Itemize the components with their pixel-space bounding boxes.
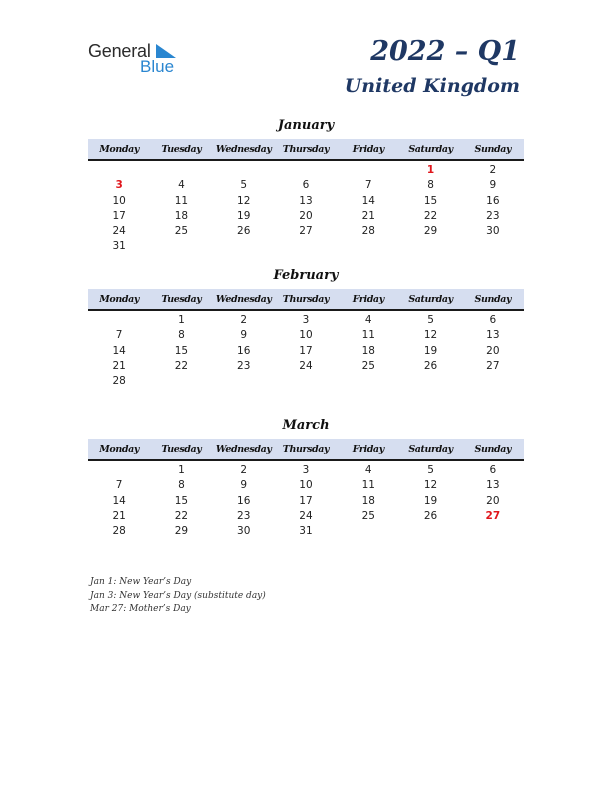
weekday-label: Tuesday xyxy=(161,444,202,455)
date-cell: 1 xyxy=(178,464,185,476)
date-cell: 8 xyxy=(427,179,434,192)
holiday-date-cell: 3 xyxy=(115,179,123,192)
logo xyxy=(88,40,188,80)
date-cell: 17 xyxy=(299,494,313,507)
date-cell: 4 xyxy=(364,314,372,326)
date-cell: 13 xyxy=(299,194,313,207)
date-cell xyxy=(337,374,399,389)
date-cell: 23 xyxy=(486,209,500,222)
weekday-header-row xyxy=(88,439,524,461)
date-cell: 2 xyxy=(489,164,497,176)
weekday-header-row xyxy=(88,139,524,161)
weekday-label: Wednesday xyxy=(215,294,272,305)
date-cell: 20 xyxy=(486,494,500,507)
holiday-note: Jan 1: New Year’s Day xyxy=(90,577,192,587)
date-cell: 21 xyxy=(361,209,375,222)
date-cell: 25 xyxy=(361,359,375,372)
date-cell: 2 xyxy=(240,314,248,326)
month-title: March xyxy=(282,418,330,433)
date-cell: 16 xyxy=(237,494,251,507)
date-cell: 13 xyxy=(486,329,500,342)
date-cell: 14 xyxy=(361,194,375,207)
week-row xyxy=(88,463,524,478)
date-cell: 24 xyxy=(112,225,126,238)
date-cell: 19 xyxy=(423,344,438,357)
date-cell: 6 xyxy=(489,314,497,326)
date-cell: 4 xyxy=(178,179,185,192)
date-cell: 8 xyxy=(178,329,185,342)
weekday-label: Tuesday xyxy=(161,144,202,155)
date-cell: 25 xyxy=(174,225,189,238)
weekday-label: Friday xyxy=(352,294,384,305)
date-cell: 10 xyxy=(299,329,313,342)
date-cell: 25 xyxy=(361,509,375,522)
week-row xyxy=(88,194,524,209)
logo-general-text: General xyxy=(88,41,151,61)
month-title: January xyxy=(277,118,335,133)
date-cell: 15 xyxy=(174,494,189,507)
date-cell: 5 xyxy=(240,179,248,192)
date-cell: 23 xyxy=(237,359,251,372)
date-cell xyxy=(275,374,337,389)
date-cell: 20 xyxy=(486,344,500,357)
holiday-date-cell: 27 xyxy=(485,509,501,522)
date-cell: 16 xyxy=(486,194,500,207)
week-row xyxy=(88,209,524,224)
date-cell xyxy=(399,524,461,539)
date-cell: 21 xyxy=(112,359,126,372)
date-cell: 31 xyxy=(299,525,313,538)
weekday-label: Saturday xyxy=(408,444,453,455)
date-cell: 10 xyxy=(299,479,313,492)
date-cell: 12 xyxy=(423,329,438,342)
date-cell xyxy=(213,239,275,254)
date-cell: 27 xyxy=(486,359,500,372)
date-cell xyxy=(399,374,461,389)
date-cell: 14 xyxy=(112,494,126,507)
date-cell: 28 xyxy=(112,375,126,388)
holiday-note: Jan 3: New Year’s Day (substitute day) xyxy=(90,590,266,601)
date-cell: 8 xyxy=(178,479,185,492)
date-cell: 1 xyxy=(178,314,185,326)
holiday-notes xyxy=(90,576,266,617)
date-cell: 30 xyxy=(237,525,251,538)
date-cell: 22 xyxy=(174,359,189,372)
week-row xyxy=(88,224,524,239)
date-cell: 31 xyxy=(112,240,126,253)
logo-blue-text: Blue xyxy=(140,57,175,76)
date-cell: 13 xyxy=(486,479,500,492)
month-march xyxy=(88,416,524,539)
week-rows xyxy=(88,313,524,389)
date-cell: 28 xyxy=(112,525,126,538)
date-cell xyxy=(462,524,524,539)
weekday-label: Sunday xyxy=(474,444,512,455)
weekday-label: Sunday xyxy=(474,144,512,155)
date-cell: 9 xyxy=(240,479,248,492)
weekday-label: Sunday xyxy=(474,294,512,305)
date-cell: 23 xyxy=(237,509,251,522)
date-cell: 20 xyxy=(299,209,313,222)
date-cell: 7 xyxy=(115,329,123,342)
weekday-label: Wednesday xyxy=(215,444,272,455)
weekday-label: Wednesday xyxy=(215,144,272,155)
date-cell: 11 xyxy=(174,194,189,207)
week-row xyxy=(88,524,524,539)
date-cell xyxy=(337,524,399,539)
date-cell: 7 xyxy=(115,479,123,492)
date-cell: 22 xyxy=(423,209,438,222)
date-cell: 22 xyxy=(174,509,189,522)
date-cell: 21 xyxy=(112,509,126,522)
weekday-label: Saturday xyxy=(408,144,453,155)
date-cell: 9 xyxy=(240,329,248,342)
date-cell: 17 xyxy=(299,344,313,357)
date-cell: 5 xyxy=(427,464,434,476)
date-cell: 3 xyxy=(302,464,310,476)
weekday-label: Monday xyxy=(99,444,139,455)
week-rows xyxy=(88,463,524,539)
date-cell: 15 xyxy=(174,344,189,357)
date-cell: 18 xyxy=(174,209,189,222)
date-cell xyxy=(88,463,150,478)
week-row xyxy=(88,178,524,193)
date-cell: 30 xyxy=(486,225,500,238)
date-cell: 24 xyxy=(299,359,313,372)
date-cell xyxy=(275,163,337,178)
week-row xyxy=(88,478,524,493)
date-cell: 15 xyxy=(423,194,438,207)
date-cell xyxy=(88,313,150,328)
date-cell xyxy=(150,374,212,389)
weekday-header-row xyxy=(88,289,524,311)
date-cell: 11 xyxy=(361,479,375,492)
date-cell xyxy=(150,239,212,254)
date-cell: 6 xyxy=(489,464,497,476)
date-cell: 11 xyxy=(361,329,375,342)
month-title: February xyxy=(273,268,339,283)
date-cell xyxy=(462,374,524,389)
date-cell: 10 xyxy=(112,194,126,207)
weekday-label: Thursday xyxy=(282,294,330,305)
date-cell: 18 xyxy=(361,344,375,357)
date-cell: 19 xyxy=(423,494,438,507)
date-cell xyxy=(88,163,150,178)
week-row xyxy=(88,374,524,389)
date-cell xyxy=(213,374,275,389)
date-cell: 27 xyxy=(299,225,313,238)
date-cell: 18 xyxy=(361,494,375,507)
date-cell: 29 xyxy=(423,225,438,238)
date-cell: 14 xyxy=(112,344,126,357)
date-cell: 7 xyxy=(364,179,372,192)
month-february xyxy=(88,266,524,389)
week-row xyxy=(88,494,524,509)
weekday-label: Thursday xyxy=(282,144,330,155)
weekday-label: Friday xyxy=(352,144,384,155)
date-cell: 5 xyxy=(427,314,434,326)
week-row xyxy=(88,163,524,178)
date-cell: 17 xyxy=(112,209,126,222)
date-cell xyxy=(213,163,275,178)
logo-flag-icon xyxy=(156,44,176,58)
week-row xyxy=(88,328,524,343)
date-cell: 3 xyxy=(302,314,310,326)
weekday-label: Monday xyxy=(99,144,139,155)
weekday-label: Saturday xyxy=(408,294,453,305)
date-cell xyxy=(462,239,524,254)
page-subtitle: United Kingdom xyxy=(344,75,520,97)
week-row xyxy=(88,509,524,524)
date-cell: 12 xyxy=(423,479,438,492)
date-cell: 4 xyxy=(364,464,372,476)
date-cell: 16 xyxy=(237,344,251,357)
date-cell xyxy=(399,239,461,254)
page-title: 2022 – Q1 xyxy=(370,36,520,67)
week-row xyxy=(88,344,524,359)
date-cell: 12 xyxy=(237,194,251,207)
holiday-note: Mar 27: Mother’s Day xyxy=(90,604,191,614)
date-cell: 9 xyxy=(489,179,497,192)
date-cell: 24 xyxy=(299,509,313,522)
week-row xyxy=(88,359,524,374)
week-row xyxy=(88,313,524,328)
week-row xyxy=(88,239,524,254)
date-cell: 2 xyxy=(240,464,248,476)
weekday-label: Tuesday xyxy=(161,294,202,305)
weekday-label: Monday xyxy=(99,294,139,305)
week-rows xyxy=(88,163,524,255)
date-cell: 26 xyxy=(423,509,438,522)
weekday-label: Thursday xyxy=(282,444,330,455)
date-cell xyxy=(337,239,399,254)
date-cell: 26 xyxy=(237,225,251,238)
weekday-label: Friday xyxy=(352,444,384,455)
date-cell xyxy=(275,239,337,254)
date-cell: 28 xyxy=(361,225,375,238)
date-cell xyxy=(150,163,212,178)
date-cell: 29 xyxy=(174,525,189,538)
date-cell xyxy=(337,163,399,178)
date-cell: 6 xyxy=(302,179,310,192)
holiday-date-cell: 1 xyxy=(426,164,435,176)
date-cell: 26 xyxy=(423,359,438,372)
month-january xyxy=(88,116,524,255)
date-cell: 19 xyxy=(237,209,251,222)
